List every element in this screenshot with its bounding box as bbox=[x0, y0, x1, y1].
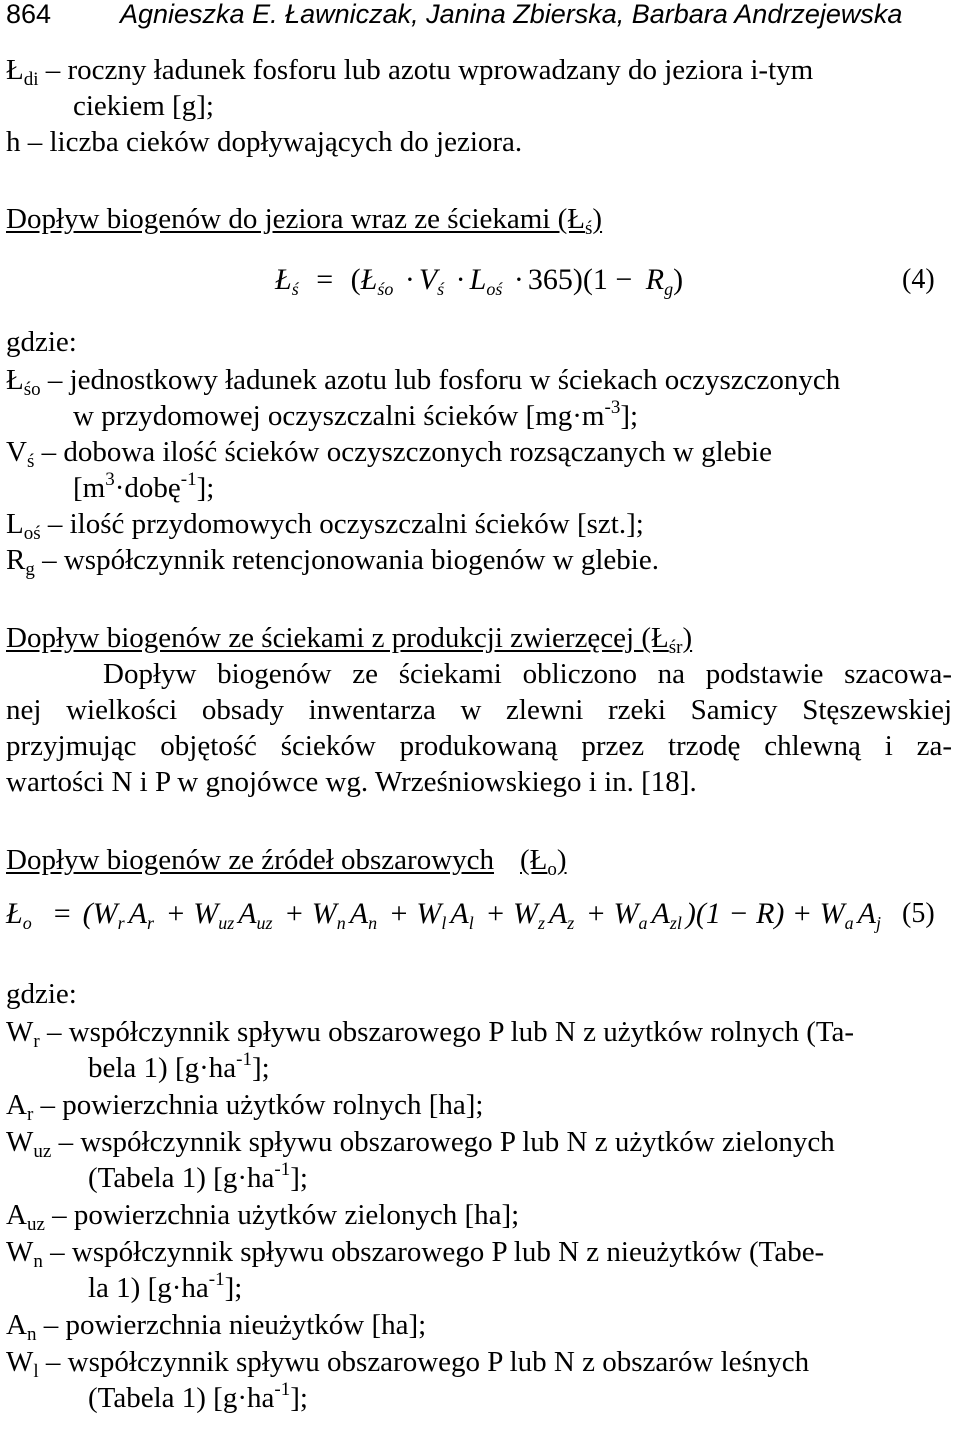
eq5-subscript: a bbox=[638, 913, 648, 933]
def-los: $L_{oś}$ – ilość przydomowych oczyszczalni ścieków [szt.]; bbox=[6, 508, 644, 544]
definition-text: ]; bbox=[224, 1272, 243, 1304]
definition-subscript: uz bbox=[33, 1141, 52, 1162]
definition-subscript: r bbox=[26, 1104, 34, 1125]
definition-text: la 1) [g·ha bbox=[88, 1272, 209, 1304]
eq5-subscript: uz bbox=[256, 913, 273, 933]
definition-subscript: n bbox=[33, 1251, 43, 1272]
paragraph-line: nej wielkości obsady inwentarza w zlewni rzeki Samicy Stęszewskiej bbox=[6, 694, 952, 726]
section-heading-area-sources: Dopływ biogenów ze źródeł obszarowych $(Ł_o)$ bbox=[6, 844, 567, 880]
section-heading-animal-sewage: Dopływ biogenów ze ściekami z produkcji zwierzęcej $(Ł_{śr})$ bbox=[6, 622, 693, 658]
eq5-subscript: l bbox=[468, 913, 474, 933]
definition-symbol: W bbox=[6, 1346, 34, 1378]
definition-item-cont bbox=[88, 1270, 242, 1306]
definition-superscript: -1 bbox=[236, 1049, 252, 1070]
eq5-term: + W bbox=[381, 897, 442, 930]
eq5-term: + W bbox=[578, 897, 639, 930]
eq5-subscript: r bbox=[146, 913, 154, 933]
eq5-term: A bbox=[349, 897, 369, 930]
eq5-equals: = bbox=[53, 897, 71, 930]
def-ldi: $Ł_{di}$ – roczny ładunek fosforu lub azotu wprowadzany do jeziora i-tym bbox=[6, 54, 814, 90]
definition-item bbox=[6, 1344, 809, 1380]
definition-item bbox=[6, 1307, 426, 1343]
eq5-term: A bbox=[651, 897, 670, 930]
definition-text: – współczynnik spływu obszarowego P lub N z użytków rolnych (Ta- bbox=[39, 1016, 855, 1048]
eq5-term: + W bbox=[477, 897, 538, 930]
definition-text: ]; bbox=[290, 1382, 308, 1414]
eq5-subscript: z bbox=[567, 913, 575, 933]
paragraph-line: wartości N i P w gnojówce wg. Wrześniowskiego i in. [18]. bbox=[6, 766, 697, 798]
definition-subscript: l bbox=[33, 1361, 39, 1382]
definition-superscript: -1 bbox=[208, 1269, 225, 1290]
equation-5 bbox=[6, 896, 885, 932]
eq5-subscript: zl bbox=[669, 913, 682, 933]
definition-symbol: A bbox=[6, 1089, 27, 1121]
definition-text: (Tabela 1) [g·ha bbox=[88, 1162, 275, 1194]
def-lso: $Ł_{śo}$ – jednostkowy ładunek azotu lub fosforu w ściekach oczyszczonych bbox=[6, 364, 841, 400]
definition-subscript: uz bbox=[26, 1214, 45, 1235]
def-vs-cont: $[m^3\cdot dobę^{-1}]$; bbox=[73, 469, 215, 504]
def-lso-cont: w przydomowej oczyszczalni ścieków $[mg\cdot m^{-3}]$; bbox=[73, 397, 639, 432]
definition-symbol: A bbox=[6, 1309, 27, 1341]
eq5-term: A bbox=[238, 897, 257, 930]
def-vs: $V_ś$ – dobowa ilość ścieków oczyszczonych rozsączanych w glebie bbox=[6, 436, 772, 472]
eq5-term: (W bbox=[82, 897, 118, 930]
eq5-subscript: j bbox=[875, 913, 881, 933]
definition-text: ]; bbox=[251, 1052, 270, 1084]
def-h: h – liczba cieków dopływających do jeziora. bbox=[6, 126, 523, 158]
definition-superscript: -1 bbox=[274, 1379, 291, 1400]
equation-5-number: (5) bbox=[902, 898, 935, 929]
definition-symbol: W bbox=[6, 1126, 34, 1158]
definition-text: (Tabela 1) [g·ha bbox=[88, 1382, 275, 1414]
eq5-subscript: n bbox=[368, 913, 378, 933]
definition-text: ]; bbox=[290, 1162, 308, 1194]
definition-symbol: W bbox=[6, 1016, 34, 1048]
eq5-subscript: l bbox=[441, 913, 447, 933]
definition-symbol: W bbox=[6, 1236, 34, 1268]
definition-text: – współczynnik spływu obszarowego P lub N z nieużytków (Tabe- bbox=[42, 1236, 825, 1268]
section-heading-sewage: Dopływ biogenów do jeziora wraz ze ściekami $(Ł_ś)$ bbox=[6, 203, 603, 239]
equation-4-number: (4) bbox=[902, 264, 935, 295]
definition-item bbox=[6, 1197, 519, 1233]
definition-symbol: A bbox=[6, 1199, 27, 1231]
eq5-term: + W bbox=[157, 897, 219, 930]
definition-text: – powierzchnia nieużytków [ha]; bbox=[36, 1309, 427, 1341]
definition-item-cont bbox=[88, 1380, 308, 1416]
definition-subscript: n bbox=[26, 1324, 37, 1345]
definition-item-cont bbox=[88, 1050, 270, 1086]
definition-text: – powierzchnia użytków zielonych [ha]; bbox=[44, 1199, 520, 1231]
eq5-term: A bbox=[450, 897, 469, 930]
definition-subscript: r bbox=[33, 1031, 40, 1052]
eq5-term: A bbox=[548, 897, 568, 930]
eq5-subscript: uz bbox=[218, 913, 235, 933]
definition-item-cont bbox=[88, 1160, 308, 1196]
definition-text: – współczynnik spływu obszarowego P lub N z obszarów leśnych bbox=[38, 1346, 810, 1378]
paragraph-line: przyjmując objętość ścieków produkowaną przez trzodę chlewną i za- bbox=[6, 730, 952, 762]
eq5-term: A bbox=[128, 897, 147, 930]
definition-item bbox=[6, 1014, 854, 1050]
definition-text: – powierzchnia użytków rolnych [ha]; bbox=[33, 1089, 484, 1121]
gdzie-label: gdzie: bbox=[6, 978, 77, 1010]
definition-text: bela 1) [g·ha bbox=[88, 1052, 237, 1084]
eq5-term: )(1 − R) + W bbox=[685, 897, 845, 930]
def-rg: $R_g$ – współczynnik retencjonowania biogenów w glebie. bbox=[6, 544, 659, 580]
gdzie-label: gdzie: bbox=[6, 326, 77, 358]
eq5-lhs: Ł bbox=[6, 897, 23, 930]
definition-superscript: -1 bbox=[274, 1159, 291, 1180]
eq5-subscript: a bbox=[844, 913, 854, 933]
definition-item bbox=[6, 1234, 824, 1270]
page-number: 864 bbox=[6, 0, 52, 29]
def-ldi-cont: ciekiem [g]; bbox=[73, 90, 214, 122]
equation-4: $Ł_ś$ = $(Ł_{śo} \cdot V_ś \cdot L_{oś} \cdot 365)(1 - R_g)$ bbox=[275, 263, 684, 299]
eq5-subscript: r bbox=[117, 913, 125, 933]
paragraph-line: Dopływ biogenów ze ściekami obliczono na podstawie szacowa- bbox=[103, 658, 952, 690]
eq5-term: + W bbox=[276, 897, 337, 930]
eq5-subscript: n bbox=[336, 913, 346, 933]
eq5-lhs-sub: o bbox=[22, 913, 32, 933]
definition-text: – współczynnik spływu obszarowego P lub N z użytków zielonych bbox=[51, 1126, 835, 1158]
definition-item bbox=[6, 1124, 835, 1160]
eq5-term: A bbox=[857, 897, 876, 930]
definition-item bbox=[6, 1087, 483, 1123]
eq5-subscript: z bbox=[537, 913, 545, 933]
running-header-authors: Agnieszka E. Ławniczak, Janina Zbierska, Barbara Andrzejewska bbox=[120, 0, 903, 29]
